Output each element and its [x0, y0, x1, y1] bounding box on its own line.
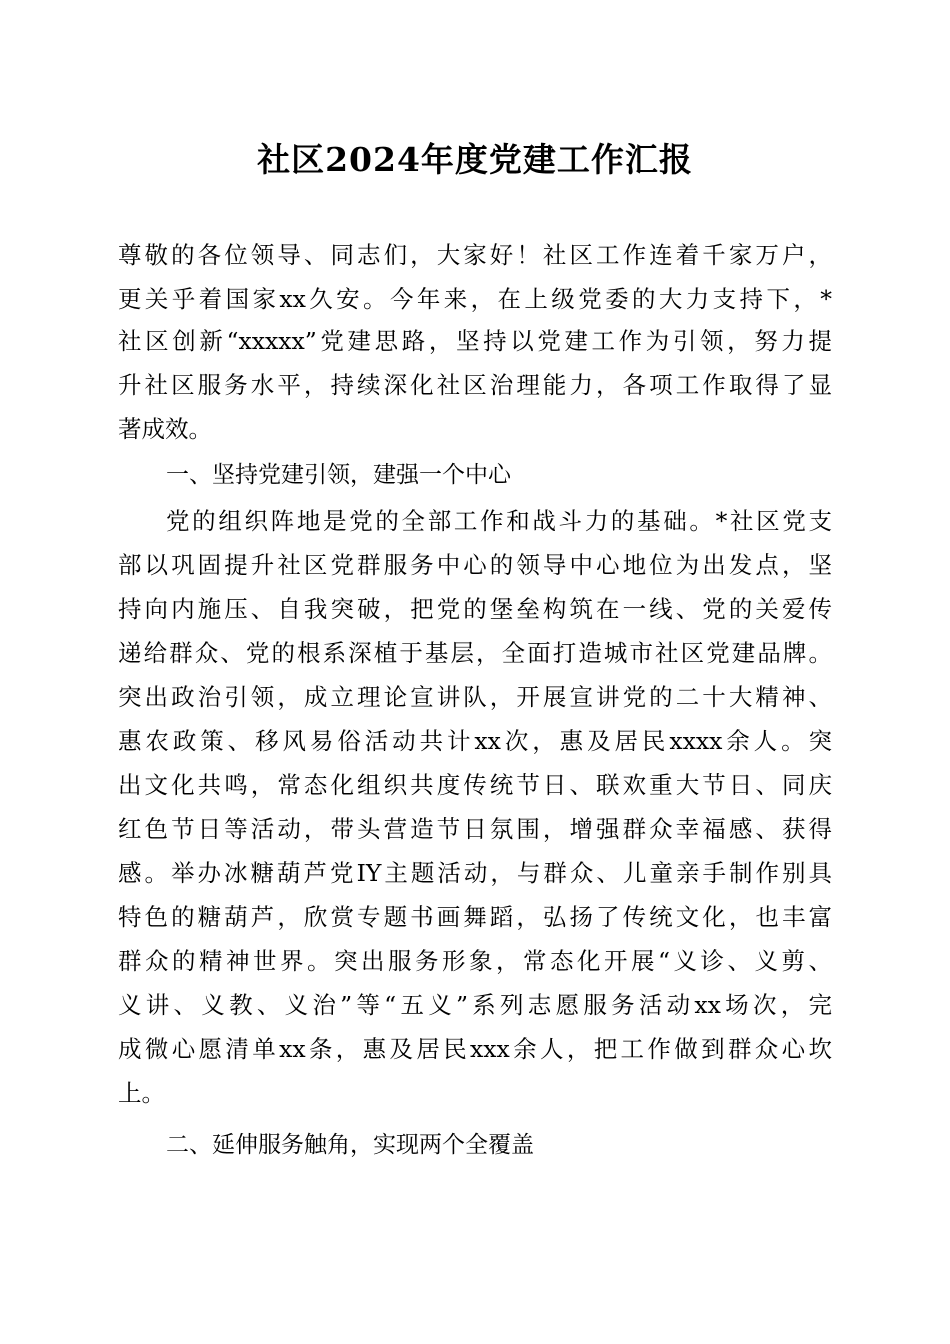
- intro-line: 更关乎着国家xx久安。今年来，在上级党委的大力支持下，*: [118, 285, 832, 313]
- section1-line: 惠农政策、移风易俗活动共计xx次，惠及居民xxxx余人。突: [118, 727, 832, 755]
- section1-line: 上。: [118, 1079, 165, 1107]
- intro-line: 升社区服务水平，持续深化社区治理能力，各项工作取得了显: [118, 371, 832, 399]
- section1-line: 红色节日等活动，带头营造节日氛围，增强群众幸福感、获得: [118, 815, 832, 843]
- section1-line: 成微心愿清单xx条，惠及居民xxx余人，把工作做到群众心坎: [118, 1035, 832, 1063]
- document-title: 社区2024年度党建工作汇报: [257, 140, 693, 179]
- section-heading-2: 二、延伸服务触角，实现两个全覆盖: [166, 1132, 534, 1158]
- section1-line: 持向内施压、自我突破，把党的堡垒构筑在一线、党的关爱传: [118, 595, 832, 623]
- section-heading-1: 一、坚持党建引领，建强一个中心: [166, 462, 511, 488]
- section1-line: 突出政治引领，成立理论宣讲队，开展宣讲党的二十大精神、: [118, 683, 832, 711]
- section1-line: 出文化共鸣，常态化组织共度传统节日、联欢重大节日、同庆: [118, 771, 832, 799]
- section1-line: 群众的精神世界。突出服务形象，常态化开展“义诊、义剪、: [118, 947, 832, 975]
- section1-line: 特色的糖葫芦，欣赏专题书画舞蹈，弘扬了传统文化，也丰富: [118, 903, 832, 931]
- section1-line: 义讲、义教、义治”等“五义”系列志愿服务活动xx场次，完: [118, 991, 832, 1019]
- intro-line: 著成效。: [118, 415, 212, 443]
- intro-line: 尊敬的各位领导、同志们，大家好！社区工作连着千家万户，: [118, 241, 832, 269]
- section1-line: 党的组织阵地是党的全部工作和战斗力的基础。*社区党支: [166, 507, 832, 535]
- section1-line: 部以巩固提升社区党群服务中心的领导中心地位为出发点，坚: [118, 551, 832, 579]
- intro-line: 社区创新“xxxxx”党建思路，坚持以党建工作为引领，努力提: [118, 327, 832, 355]
- section1-line: 感。举办冰糖葫芦党IY主题活动，与群众、儿童亲手制作别具: [118, 859, 832, 887]
- section1-line: 递给群众、党的根系深植于基层，全面打造城市社区党建品牌。: [118, 639, 832, 667]
